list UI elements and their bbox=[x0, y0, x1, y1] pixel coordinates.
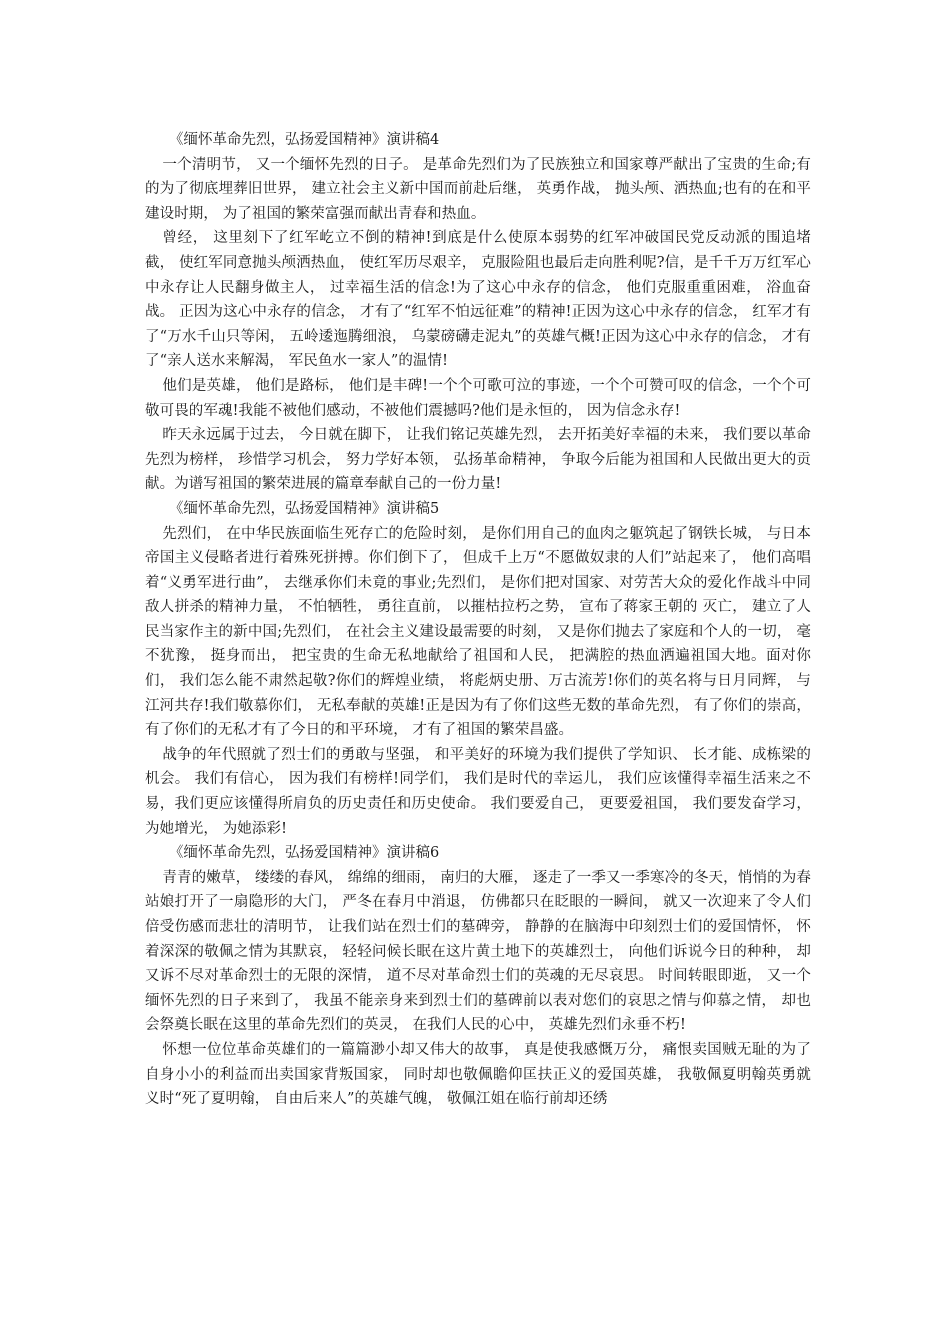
section-title: 《缅怀革命先烈，弘扬爱国精神》演讲稿6 bbox=[169, 845, 440, 862]
section-title: 《缅怀革命先烈，弘扬爱国精神》演讲稿4 bbox=[169, 132, 440, 148]
speech-section-6 bbox=[145, 841, 811, 1112]
paragraph: 战争的年代照就了烈士们的勇敢与坚强， 和平美好的环境为我们提供了学知识、 长才能、成栋梁的机会。 我们有信心， 因为我们有榜样!同学们， 我们是时代的幸运儿， 我们应该懂得幸福生活来之不易，我们更应该懂得所肩负的历史责任和历史使命。 我们要爱自己， 更要爱祖国， 我们要发奋学习， 为她增光， 为她添彩! bbox=[145, 746, 811, 837]
speech-section-4 bbox=[145, 128, 811, 497]
section-title: 《缅怀革命先烈，弘扬爱国精神》演讲稿5 bbox=[169, 500, 440, 517]
paragraph: 一个清明节， 又一个缅怀先烈的日子。 是革命先烈们为了民族独立和国家尊严献出了宝贵的生命;有的为了彻底埋葬旧世界， 建立社会主义新中国而前赴后继， 英勇作战， 抛头颅、洒热血;也有的在和平建设时期， 为了祖国的繁荣富强而献出青春和热血。 bbox=[145, 156, 811, 222]
speech-section-5 bbox=[145, 497, 811, 841]
paragraph: 先烈们， 在中华民族面临生死存亡的危险时刻， 是你们用自己的血肉之躯筑起了钢铁长城， 与日本帝国主义侵略者进行着殊死拼搏。你们倒下了， 但成千上万“不愿做奴隶的人们”站起来了， 他们高唱着“义勇军进行曲”， 去继承你们未竟的事业;先烈们， 是你们把对国家、对劳苦大众的爱化作战斗中同敌人拼杀的精神力量， 不怕牺牲， 勇往直前， 以摧枯拉朽之势， 宣布了蒋家王朝的 灭亡， 建立了人民当家作主的新中国;先烈们， 在社会主义建设最需要的时刻， 又是你们抛去了家庭和个人的一切， 毫不犹豫， 挺身而出， 把宝贵的生命无私地献给了祖国和人民， 把满腔的热血洒遍祖国大地。面对你们， 我们怎么能不肃然起敬?你们的辉煌业绩， 将彪炳史册、万古流芳!你们的英名将与日月同辉， 与江河共存!我们敬慕你们， 无私奉献的英雄!正是因为有了你们这些无数的革命先烈， 有了你们的崇高， 有了你们的无私才有了今日的和平环境， 才有了祖国的繁荣昌盛。 bbox=[145, 525, 811, 739]
paragraph: 曾经， 这里刻下了红军屹立不倒的精神!到底是什么使原本弱势的红军冲破国民党反动派的围追堵截， 使红军同意抛头颅洒热血， 使红军历尽艰辛， 克服险阻也最后走向胜利呢?信，是千千万万红军心中永存让人民翻身做主人， 过幸福生活的信念!为了这心中永存的信念， 他们克服重重困难， 浴血奋战。 正因为这心中永存的信念， 才有了“红军不怕远征难”的精神!正因为这心中永存的信念， 红军才有了“万水千山只等闲， 五岭逶迤腾细浪， 乌蒙磅礴走泥丸”的英雄气概!正因为这心中永存的信念， 才有了“亲人送水来解渴， 军民鱼水一家人”的温情! bbox=[145, 230, 811, 370]
paragraph: 怀想一位位革命英雄们的一篇篇渺小却又伟大的故事， 真是使我感慨万分， 痛恨卖国贼无耻的为了自身小小的利益而出卖国家背叛国家， 同时却也敬佩瞻仰匡扶正义的爱国英雄， 我敬佩夏明翰英勇就义时“死了夏明翰， 自由后来人”的英雄气魄， 敬佩江姐在临行前却还绣 bbox=[145, 1041, 811, 1108]
paragraph: 青青的嫩草， 缕缕的春风， 绵绵的细雨， 南归的大雁， 逐走了一季又一季寒冷的冬天，悄悄的为春站娘打开了一扇隐形的大门， 严冬在春月中消退， 仿佛都只在眨眼的一瞬间， 就又一次迎来了令人们倍受伤感而悲壮的清明节， 让我们站在烈士们的墓碑旁， 静静的在脑海中印刻烈士们的爱国情怀， 怀着深深的敬佩之情为其默哀， 轻轻问候长眠在这片黄土地下的英雄烈士， 向他们诉说今日的种种， 却又诉不尽对革命烈士的无限的深情， 道不尽对革命烈士们的英魂的无尽哀思。 时间转眼即逝， 又一个缅怀先烈的日子来到了， 我虽不能亲身来到烈士们的墓碑前以表对您们的哀思之情与仰慕之情， 却也会祭奠长眠在这里的革命先烈们的英灵， 在我们人民的心中， 英雄先烈们永垂不朽! bbox=[145, 869, 811, 1034]
paragraph: 昨天永远属于过去， 今日就在脚下， 让我们铭记英雄先烈， 去开拓美好幸福的未来， 我们要以革命先烈为榜样， 珍惜学习机会， 努力学好本领， 弘扬革命精神， 争取今后能为祖国和人民做出更大的贡献。为谱写祖国的繁荣进展的篇章奉献自己的一份力量! bbox=[145, 427, 811, 493]
paragraph: 他们是英雄， 他们是路标， 他们是丰碑!一个个可歌可泣的事迹，一个个可赞可叹的信念，一个个可敬可畏的军魂!我能不被他们感动，不被他们震撼吗?他们是永恒的， 因为信念永存! bbox=[145, 377, 811, 419]
